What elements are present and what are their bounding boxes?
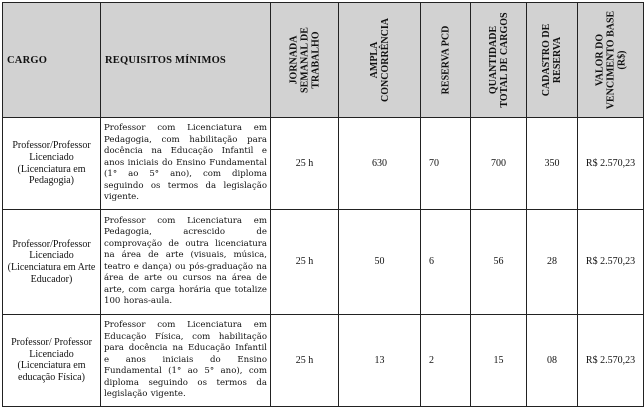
header-jornada: JORNADA SEMANAL DE TRABALHO [288,27,321,93]
header-jornada-cell [271,3,339,118]
header-valor-cell [578,3,644,118]
pcd-cell: 6 [421,210,471,314]
ampla-cell: 50 [339,210,421,314]
header-requisitos: REQUISITOS MÍNIMOS [101,3,271,118]
pcd-cell: 2 [421,314,471,406]
pcd-cell: 70 [421,118,471,210]
header-pcd-cell [421,3,471,118]
total-cell: 15 [471,314,527,406]
cargo-cell: Professor/Professor Licenciado (Licenciatura em Arte Educador) [3,210,101,314]
cargo-cell: Professor/ Professor Licenciado (Licenciatura em educação Física) [3,314,101,406]
header-ampla-cell [339,3,421,118]
cadastro-cell: 08 [527,314,578,406]
valor-cell: R$ 2.570,23 [578,118,644,210]
header-cadastro: CADASTRO DE RESERVA [541,23,563,97]
header-row [3,3,644,118]
header-valor: VALOR DO VENCIMENTO BASE (R$) [594,10,627,110]
cadastro-cell: 28 [527,210,578,314]
ampla-cell: 13 [339,314,421,406]
jornada-cell: 25 h [271,314,339,406]
header-total-cell [471,3,527,118]
cargo-cell: Professor/Professor Licenciado (Licenciatura em Pedagogia) [3,118,101,210]
table-row [3,118,644,210]
requisitos-cell: Professor com Licenciatura em Pedagogia, acrescido de comprovação de outra licenciatura na área de arte (visuais, música, teatro e dança) ou pós-graduação na área de arte ou cursos na área de arte, com carga horária que totalize 100 horas-aula. [101,210,271,314]
valor-cell: R$ 2.570,23 [578,210,644,314]
ampla-cell: 630 [339,118,421,210]
header-cadastro-cell [527,3,578,118]
table-row [3,210,644,314]
header-pcd: RESERVA PCD [440,25,451,95]
table-row [3,314,644,406]
total-cell: 56 [471,210,527,314]
jornada-cell: 25 h [271,210,339,314]
header-cargo: CARGO [3,3,101,118]
requisitos-cell: Professor com Licenciatura em Educação Física, com habilitação para docência na Educação Infantil e anos iniciais do Ensino Fundamental (1° ao 5° ano), com diploma seguindo os termos da legislação vigente. [101,314,271,406]
jornada-cell: 25 h [271,118,339,210]
requisitos-cell: Professor com Licenciatura em Pedagogia, com habilitação para docência na Educação Infantil e anos iniciais do Ensino Fundamental (1° ao 5° ano), com diploma seguindo os termos da legislação vigente. [101,118,271,210]
header-total: QUANTIDADE TOTAL DE CARGOS [487,12,510,108]
valor-cell: R$ 2.570,23 [578,314,644,406]
header-ampla: AMPLA CONCORRÊNCIA [368,18,391,102]
cargos-table [2,2,644,407]
cadastro-cell: 350 [527,118,578,210]
total-cell: 700 [471,118,527,210]
